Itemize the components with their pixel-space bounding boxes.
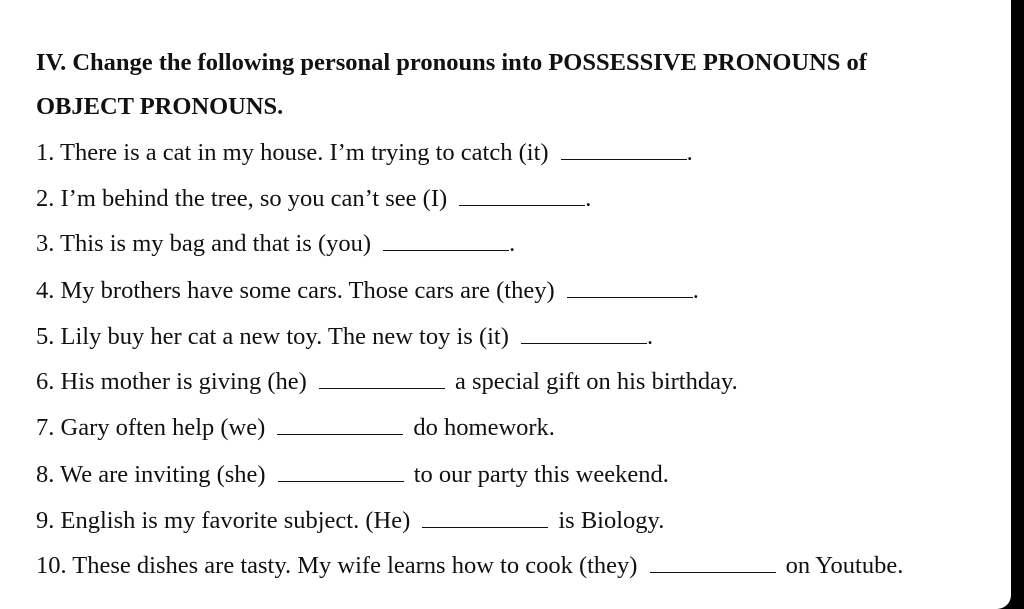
item-text-after: . [686,139,693,166]
exercise-item-9 [36,506,664,536]
item-text-after: . [509,230,516,257]
heading-line-1: IV. Change the following personal pronouns into POSSESSIVE PRONOUNS of [36,49,867,76]
item-text-before: 4. My brothers have some cars. Those cars are (they) [36,277,555,304]
item-text-before: 10. These dishes are tasty. My wife learns how to cook (they) [36,552,638,579]
item-text-before: 5. Lily buy her cat a new toy. The new toy is (it) [36,323,509,350]
exercise-item-1 [36,138,693,168]
item-text-before: 6. His mother is giving (he) [36,368,307,395]
item-text-before: 8. We are inviting (she) [36,461,266,488]
answer-blank[interactable] [422,507,548,528]
answer-blank[interactable] [521,323,647,344]
item-text-after: . [692,277,699,304]
item-text-after: . [585,185,592,212]
answer-blank[interactable] [383,230,509,251]
item-text-after: a special gift on his birthday. [454,368,738,395]
exercise-item-10 [36,551,903,581]
item-text-after: on Youtube. [785,552,904,579]
item-text-before: 9. English is my favorite subject. (He) [36,507,411,534]
item-text-before: 2. I’m behind the tree, so you can’t see (I) [36,185,448,212]
exercise-heading [36,41,996,129]
exercise-item-7 [36,413,555,443]
answer-blank[interactable] [567,277,693,298]
answer-blank[interactable] [319,368,445,389]
exercise-item-8 [36,460,669,490]
answer-blank[interactable] [650,552,776,573]
item-text-before: 3. This is my bag and that is (you) [36,230,372,257]
exercise-item-2 [36,184,591,214]
heading-line-2: OBJECT PRONOUNS. [36,93,284,120]
answer-blank[interactable] [278,461,404,482]
item-text-after: do homework. [413,414,555,441]
answer-blank[interactable] [561,139,687,160]
exercise-item-6 [36,367,738,397]
item-text-before: 7. Gary often help (we) [36,414,266,441]
exercise-item-4 [36,276,699,306]
item-text-after: . [647,323,654,350]
exercise-item-5 [36,322,653,352]
answer-blank[interactable] [459,185,585,206]
answer-blank[interactable] [277,414,403,435]
item-text-before: 1. There is a cat in my house. I’m trying to catch (it) [36,139,549,166]
item-text-after: is Biology. [558,507,665,534]
exercise-item-3 [36,229,515,259]
item-text-after: to our party this weekend. [413,461,669,488]
